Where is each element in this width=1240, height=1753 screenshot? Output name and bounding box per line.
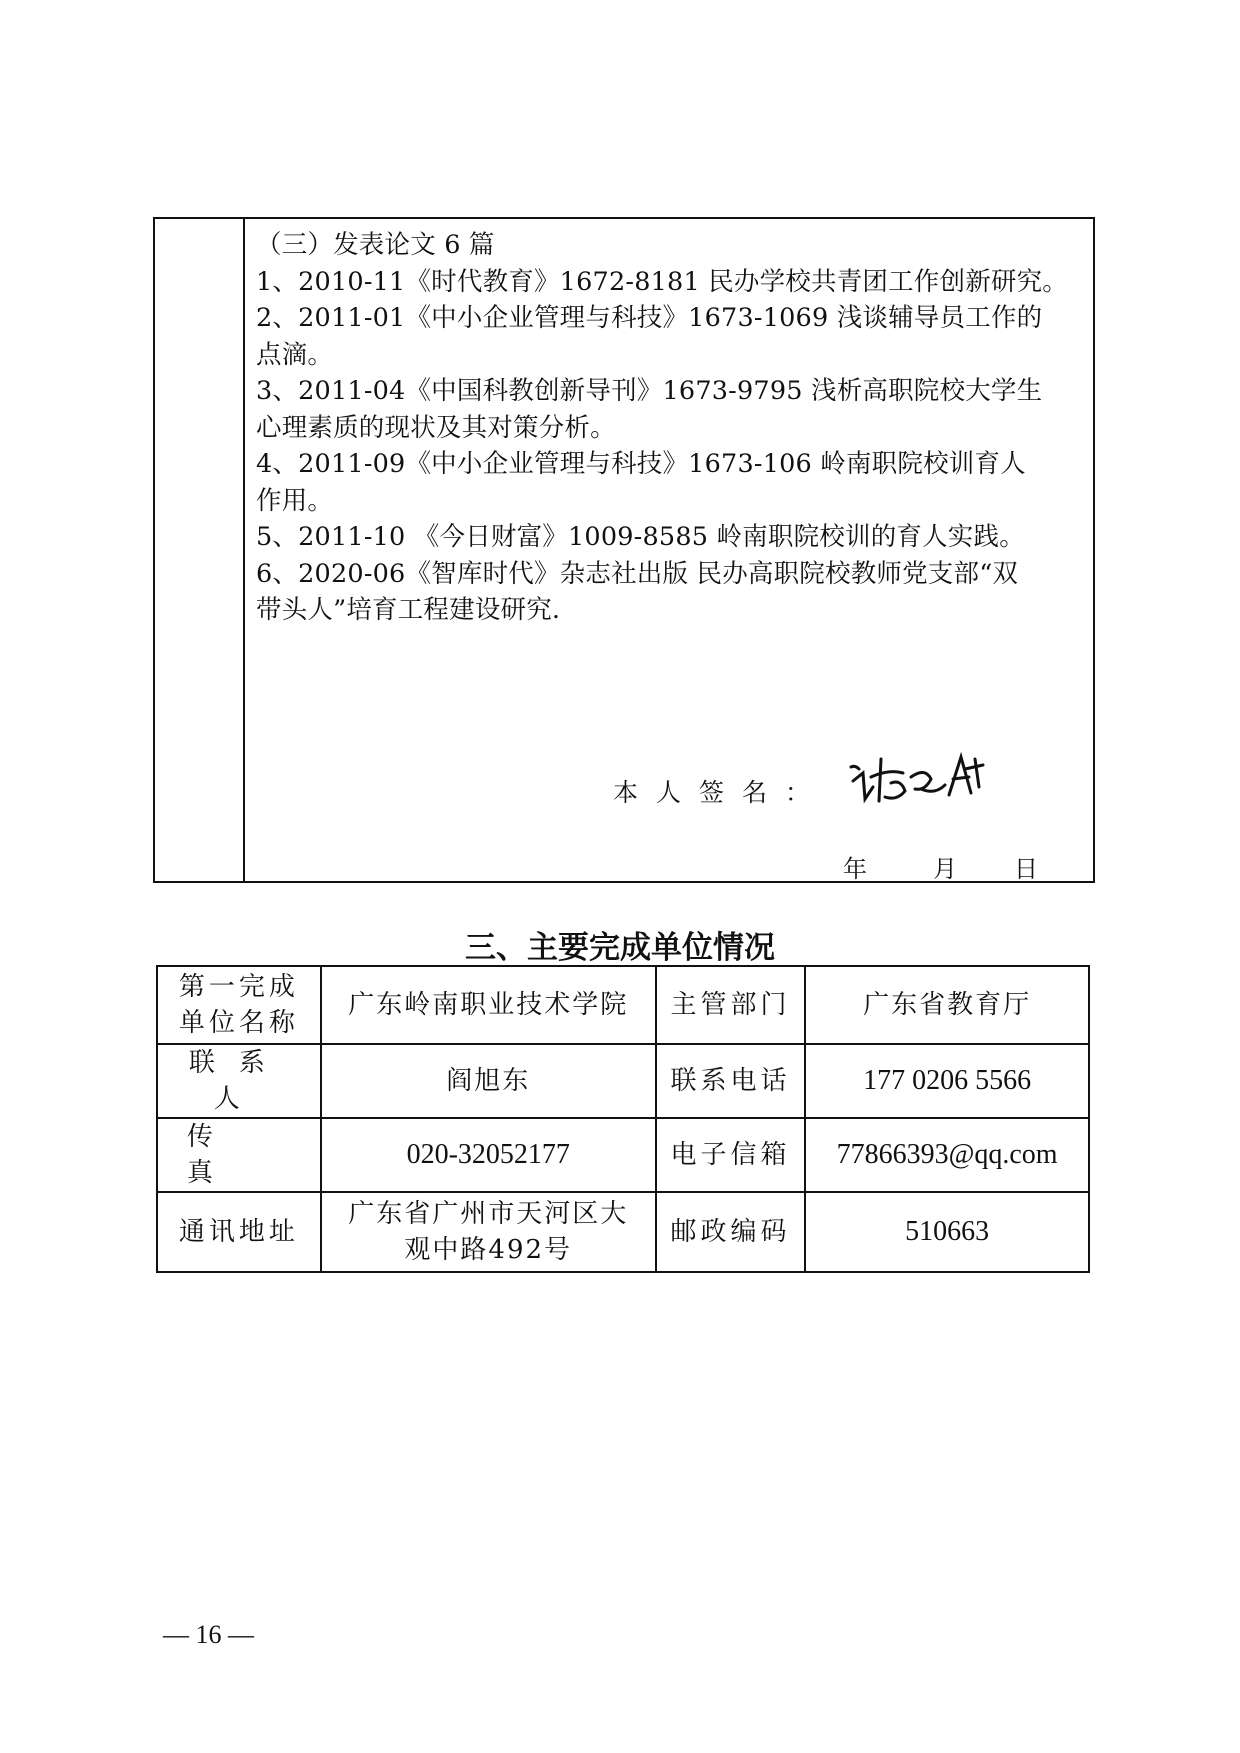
publication-line: 6、2020-06《智库时代》杂志社出版 民办高职院校教师党支部“双: [256, 558, 1019, 589]
contact-value: 阎旭东: [321, 1044, 656, 1118]
publications-box: [153, 217, 1095, 883]
fax-value: 020-32052177: [321, 1118, 656, 1192]
unit-name-value: 广东岭南职业技术学院: [321, 966, 656, 1044]
publication-line: 点滴。: [256, 339, 334, 370]
publication-line: 3、2011-04《中国科教创新导刊》1673-9795 浅析高职院校大学生: [256, 376, 1043, 406]
date-day-label: 日: [1014, 855, 1038, 883]
address-value: 广东省广州市天河区大 观中路492号: [321, 1192, 656, 1272]
publication-line: 1、2010-11《时代教育》1672-8181 民办学校共青团工作创新研究。: [256, 266, 1068, 297]
authority-label: 主管部门: [656, 966, 805, 1044]
table-row: [157, 1044, 1089, 1118]
publication-line: 4、2011-09《中小企业管理与科技》1673-106 岭南职院校训育人: [256, 449, 1026, 479]
phone-value: 177 0206 5566: [805, 1044, 1089, 1118]
publication-line: 5、2011-10 《今日财富》1009-8585 岭南职院校训的育人实践。: [256, 522, 1025, 552]
table-row: [157, 1192, 1089, 1272]
email-label: 电子信箱: [656, 1118, 805, 1192]
signature-label: 本人签名：: [613, 778, 829, 807]
table-row: [157, 1118, 1089, 1192]
section-title: 三、主要完成单位情况: [465, 930, 775, 966]
date-year-label: 年: [843, 855, 867, 883]
phone-label: 联系电话: [656, 1044, 805, 1118]
postcode-value: 510663: [805, 1192, 1089, 1272]
publications-heading: （三）发表论文 6 篇: [256, 230, 495, 260]
handwritten-signature: [845, 739, 995, 819]
contact-label: 联系人: [157, 1044, 321, 1118]
postcode-label: 邮政编码: [656, 1192, 805, 1272]
publication-line: 带头人”培育工程建设研究.: [256, 595, 561, 625]
email-value: 77866393@qq.com: [805, 1118, 1089, 1192]
publications-list: [256, 227, 1083, 629]
table-row: [157, 966, 1089, 1044]
unit-name-label: 第一完成 单位名称: [157, 966, 321, 1044]
publication-line: 作用。: [256, 485, 334, 516]
publication-line: 心理素质的现状及其对策分析。: [256, 412, 616, 443]
publication-line: 2、2011-01《中小企业管理与科技》1673-1069 浅谈辅导员工作的: [256, 303, 1043, 333]
date-month-label: 月: [933, 855, 957, 883]
address-label: 通讯地址: [157, 1192, 321, 1272]
fax-label: 传真: [157, 1118, 321, 1192]
unit-info-table: [156, 965, 1090, 1273]
authority-value: 广东省教育厅: [805, 966, 1089, 1044]
page-number: — 16 —: [163, 1620, 254, 1649]
left-column-divider: [243, 219, 245, 881]
